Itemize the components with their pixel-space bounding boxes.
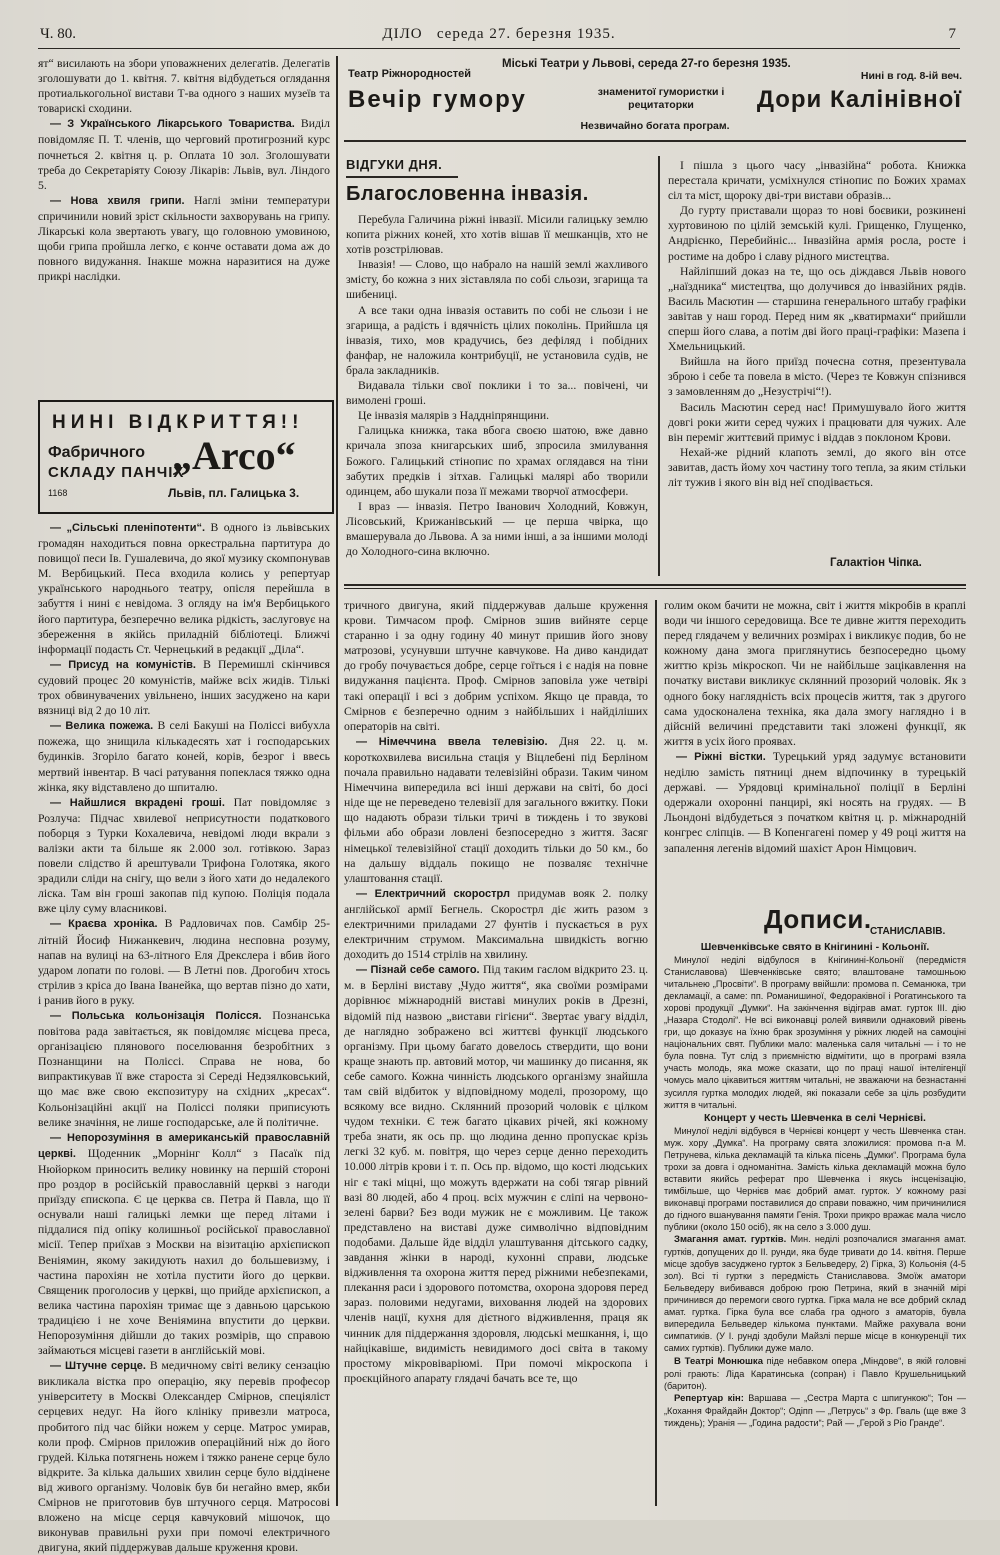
essay-paragraph: Видавала тільки свої поклики і то за... повічені, чи вимолені гроші.: [346, 379, 648, 408]
article-title: — Ріжні вістки.: [676, 750, 766, 763]
theatre-performer-role: знаменитої гумористки і рецитаторки: [597, 86, 725, 111]
dopys-theatre: [664, 1355, 966, 1392]
article-body: Турецький уряд задумує встановити неділю замість пятниці днем відпочинку в турецькій державі. — Урядовці кримінальної поліції в Берліні одержали охоронні панцирі, які носять на грудях. — В Льондоні відбудеться з початком квітня ц. р. міжнародній конгрес сліпців. — В Копенгагені помер у 49 році життя на запалення легенів відомий шахіст Арон Німцович.: [664, 749, 967, 855]
article-prysud: [38, 657, 330, 718]
article-body: В Радловичах пов. Самбір 25-літній Йосиф Нижанкевич, людина несповна розуму, напав на вулиці на 63-літного Еля Дрекслера і вбив його ударом лопати по голові. — В Летні пов. Дрогобич хтось стрілив з кріса до Івана Іванейка, що вертав пізно до хати, і ранив його в руку.: [38, 917, 330, 1007]
left-column-bottom: [38, 520, 331, 1555]
article-know-yourself: [344, 962, 648, 1386]
masthead: ДІЛО: [382, 26, 423, 42]
column-rule-left: [336, 56, 338, 1506]
article-body: Під таким гаслом відкрито 23. ц. м. в Берліні виставу „Чудо життя“, яка своїми розмірами дорівнює міжнародній виставі минулих років в Дрезні, відомій під назвою „вистави гігієни“. Звертає увагу відділ, де наглядно зображено всі життєві функції людського організму. При цьому багато довелось ствердити, що вони краще знають пр. автовий мотор, чи машинку до писання, як себе самого. Кожна чинність людського організму знайшла там свій відбиток у відповідному моделі, прозорому, що всякому все видно. Склянний прозорий чоловік є цілком чудом техніки. Є теж багато цікавих річей, які кожному треба знати, як ось пр. що людина денно пропускає крізь легкі 32 куб. м. повітря, що через серце денно переходить 10.000 літрів крови і т. п. Ось пр. відомо, що кості людських ніг є такі міцні, що можуть вдержати на собі тягар рівний вазі 80 людей, або 4 проц. всіх мужчин є сліпі на червоно-зелені барви? Без води мужик не є можливим. Це також представлено на виставі дуже символічно відповідним подобами. Дальше йде відділ улаштування дітського садку, завдання жінки в народі, кухонні справи, людське відживлення та охорона життя перед ріжними небезпеками, плекання раси і здорового потомства, охорона здоровя перед зараз. половими недугами, виховання людей на здорових членів нації, кухня для дієтного відживлення, праця як чинник для піддержання здоровля, людські мешкання, і, що найцікавіше, видимість невидимого досі світа в такому простому мікровіваріюмі. При помочі мікроскопа і проєкційного апарату глядачі бачать все те, що: [344, 963, 649, 1385]
article-body: Пат повідомляє з Розлуча: Підчас хвилевої неприсутности податкового поборця з Турки Кохалевича, невідомі люди вкрали з валізки акти та більше як 2.000 зол. готівкою. Зараз повели слідство й арештували Трифона Голотяка, якого зрадили сліди на снігу, що вели з його хати до недалекого ліска. Там він гроші закопав під купою. Поліція подала вже цілу суму власникові.: [38, 795, 330, 916]
article-news: [664, 749, 966, 856]
article-groshi: [38, 795, 330, 917]
ad-line: СКЛАДУ ПАНЧІХ: [48, 464, 185, 481]
essay-paragraph: Найліпший доказ на те, що ось діждався Львів нового „наїздника“ мистецтва, що долучився до інвазійних рядів. Василь Масютин — старшина генерального штабу графіки завітав у наш город. Перед ним як „кватирмахи“ прийшли сперш його слава, а потім дві його праці-графіки: Мазепа і Хмельницький.: [668, 264, 966, 354]
article-title: — Польська кольонізація Полісся.: [50, 1010, 262, 1022]
article-title: — Нова хвиля грипи.: [50, 194, 185, 207]
article-title: — Краєва хроніка.: [50, 918, 158, 931]
dopys-title: Концерт у честь Шевченка в селі Чернієві.: [704, 1111, 926, 1124]
essay-paragraph: Вийшла на його приїзд почесна сотня, презентувала зброю і себе та повела в місто. (Через те Ковжун спізнився з замовленням до „Незустрічі“!).: [668, 355, 966, 399]
theatre-ad-bottom-rule: [344, 140, 966, 142]
article-church: [38, 1130, 330, 1358]
article-grypa: [38, 193, 330, 285]
article-likarske: [38, 116, 330, 192]
article-kraieva: [38, 916, 330, 1008]
arco-ad: [38, 400, 334, 514]
page-number: 7: [948, 26, 956, 42]
essay-column-1: [346, 212, 648, 580]
article-title: — З Українського Лікарського Товариства.: [50, 118, 295, 131]
dopys-body: Минулої неділі відбулося в Кнігинині-Кольонії (передмістя Станиславова) Шевченківське свято; влаштоване тамошньою читальнею „Просвіти“. В програму ввійшли: промова п. Семанюка, три декламації, а саме: пп. Романишиної, Федораківної і Рогатинського та хорові продукції „Думки“. На закінчення відіграв амат. гурток ІІІ. дію „Назара Стодолі“. Не всі виконавці ролей виявили однаковий рівень гри, що доказує на їхню брак зрозуміння у ріжних людей на самоціні національних свят. Публики мало: маленька саля читальні — і то не була повна. Тут слід з приємністю відмітити, що в програмі взяла участь молодь, яка може сказати, що по праці нашої інтелігенції чомусь мало цікавиться життям читальні, не зважаючи на безнастанні зусилля гуртка молодих людей, які показали себе за ціль розбудити життя в читальні.: [664, 955, 966, 1110]
ad-headline: НИНІ ВІДКРИТТЯ!!: [52, 412, 304, 433]
dopys-cinema: [664, 1392, 966, 1429]
theatre-time: Нині в год. 8-ій веч.: [860, 70, 962, 82]
article-body: придумав вояк 2. полку англійської армії Бегнель. Скорострл діє жить разом з електричними приладами 27 фунтів і пускається в рух електричним струмом. Максимальна швидкість вогню доходить до 1514 стрілів на хвилину.: [344, 886, 648, 962]
essay-title: Благословенна інвазія.: [346, 183, 589, 205]
article-body: Наглі зміни температури спричинили новий зріст скільности захворувань на грипу. Лікарські кола звертають увагу, що головною умовиною, щоби грипа пройшла легко, є конче оставати дома аж до повного видужання. Інакше можна наразитися на дуже прикрі наслідки.: [38, 193, 330, 284]
article-continuation: голим оком бачити не можна, світ і життя мікробів в краплі води чи іншого середовища. Все те дивне життя переходить перед глядачем у величних розмірах і викликує подив, бо не кожному дана змога приглянутись безпосередно цьому життю крізь мікроскоп. Чи не найбільше зацікавлення на початку вистави викликує склянний прозорий чоловік. Як з одного боку наглядність всіх процесів життя, так з другого сама удосконалена техніка, яка дала змогу наглядно і в дійсній величині представити такі зложені функції, як життя в усіх його проявах.: [664, 599, 966, 748]
ad-address: Львів, пл. Галицька 3.: [168, 486, 300, 500]
article-title: — Штучне серце.: [50, 1360, 146, 1373]
article-body: В селі Бакуші на Поліссі вибухла пожежа, що знищила кількадесять хат і господарських будинків. Згоріло багато коней, корів, безрог і ввесь мертвий інвентар. В часі ратування попеклася тяжко одна жінка, яку відставлено до шпиталю.: [38, 719, 331, 794]
article-pozhezha: [38, 718, 330, 794]
article-selski: [38, 520, 330, 657]
dopys-title: В Театрі Монюшка: [674, 1355, 763, 1367]
article-title: — Непорозуміння в американській православній церкві.: [38, 1131, 330, 1160]
theatre-performer-name: Дори Калінівної: [756, 86, 962, 113]
dopysy-column: [664, 940, 966, 1510]
dopysy-city: СТАНИСЛАВІВ.: [870, 926, 946, 937]
article-polska: [38, 1008, 330, 1130]
essay-bottom-rule: [344, 584, 966, 586]
masthead-date: [38, 26, 960, 43]
column-rule-right: [655, 600, 657, 1506]
dopys-body: Мин. неділі розпочалися змагання амат. гуртків, допущених до ІІ. рунди, яка буде тривати до 14. квітня. Перше місце здобув засуджено гурток з Бельведеру, 2) Гірка, 3) Кольонія (4-5 зол). Всі ті гуртки з передмість Станиславова. Змоїж аматори Бельведеру вибивався доброю грою Петрина, який в значній мірі причинився до перемоги свого гуртка. Гірка мала не все добрий склад амат. гуртка. Гірка була все слаба гра одного з аматорів, бувла випередила Бельведер кількома пунктами. Майже рахувала вони симпатиків. (У І. рунді здобули Майзлі перше місце в конкуренції тих самих гуртків). Публики дуже мало.: [664, 1234, 967, 1354]
right-column-top: [664, 598, 966, 898]
dopys-title: Шевченківське свято в Кнігинині - Кольонії.: [700, 941, 930, 953]
ad-brand: „Arco“: [172, 433, 296, 478]
dopys-competition: [664, 1233, 966, 1354]
article-title: — Присуд на комуністів.: [50, 658, 196, 671]
essay-paragraph: Інвазія! — Слово, що набрало на нашій землі жахливого змісту, бо кожна з них зіставляла по собі сльози, згарища та шибениці.: [346, 258, 648, 302]
rubric-underline: [346, 176, 458, 178]
dopys-body: піде небавком опера „Міндове“, в якій головні ролі грають: Ліда Каратинська (сопран) і Павло Крушельницький (баритон).: [664, 1355, 966, 1391]
article-title: — Велика пожежа.: [50, 720, 154, 733]
article-rifle: [344, 886, 648, 962]
essay-column-rule: [658, 156, 660, 576]
dopys-body: Минулої неділі відбувся в Чернієві концерт у честь Шевченка стан. муж. хору „Думка“. На програму свята зложилися: промова п-а М. Петрунева, кілька декламацій та кілька пісень „Думки“. Програма була трохи за довга і одноманітна. Замість кілька декламацій можна було вставити якийсь реферат про Шевченка і якусь інсценізацію, тимбільше, що Чернієв має добрий амат. гурток. У кожному разі виконавці програми поставилися до справи поважно, чим причинилися до гідного вшанування памяти Генія. Трохи прикро вражає мала число публики (около 150 осіб), як на село з 3.000 душ.: [664, 1125, 966, 1232]
article-body: В медичному світі велику сензацію викликала вістка про операцію, яку перевів професор університету в Москві Олександер Смірнов, спеціяліст серцевих недуг. На його клініку привезли матроса, пробитого під час бійки ножем у серце. Матрос умирав, коли проф. Смірнов приложив операційний ніж до його грудей. Кілька потягнень ножем і тяжко ранене серце було відкрите. За кілька дальших хвилин серце було віддінене від живого організму. Чоловік був би негайно вмер, якби Смірнов не приготовив був штучного серця. Матросові вложено на місце серця кавчуковий мішочок, що виконував правильні рухи при помочі електричного двигуна, який піддержував дальше круження крови.: [38, 1359, 330, 1555]
article-body: Щоденник „Морнінг Колл“ з Пасаїк під Нюйорком приносить велику новинку на першій стороні про роздор в російській православній церкві з нагоди приїзду єпископа. Є це церква св. Петра й Павла, що її оснували наші галицькі лемки ще перед літами і піддалися під опіку колишньої російської православної місії. Тепер приїхав з Москви на візитацію архієпископ Веніямин, якому закидують нахил до большевизму, і частина парохіян не хотіла пустити його до церкви. Священик проголосив у церкві, що прийде архієпископ, а велика частина парохіян тримає ще з давньою царською традицією і не хоче Веніямина впустити до церкви. Непорозуміння дійшли до таких розмірів, що справою займаються місцеві газети в англійській мові.: [38, 1146, 331, 1358]
essay-paragraph: Галицька книжка, така вбога своєю шатою, вже давно кричала зпоза книгарських шиб, зпросила змилування Божого. Галицький стінопис по храмах оглядався на тіни забутих предків і зітхав. Галицькі малярі або творили одинцем, або шукали поза її межами творчої атмосфери.: [346, 424, 648, 498]
article-title: — Пізнай себе самого.: [356, 964, 480, 977]
essay-paragraph: Нехай-же рідний клапоть землі, до якого він отсе завитав, дасть йому хоч частину того тепла, за яким стільки літ тужив і якого він від неї сподівається.: [668, 445, 966, 489]
dopys-body: Варшава — „Сестра Марта с шпигункою“; Тон — „Кохання Фрайдайн Доктор“; Одіпп — „Петрусь“ з Фр. Гваль (ще вже 3 тиждень); Уранія — „Година радости“; Рай — „Герой з Ріо Гранде“.: [664, 1392, 966, 1428]
ad-number: 1168: [48, 488, 68, 498]
page-header: [38, 22, 960, 49]
essay-paragraph: Перебула Галичина ріжні інвазії. Місили галицьку землю копита ріжних коней, хто хотів вішав її мешканців, хто не хотів розстрілював.: [346, 213, 648, 257]
theatre-event-title: Вечір гумору: [348, 86, 527, 113]
middle-column: [344, 598, 648, 1510]
theatre-announcement: Міські Театри у Львові, середа 27-го березня 1935.: [502, 58, 791, 70]
article-body: В одного із львівських громадян находиться повна оркестральна партитура до повищої песи Ів. Гушалевича, до якої музику скомпонував М. Вербицький. Песа входила колись у репертуар українського народнього театру, опісля перейшла в забуття і нині є невідома. З огляду на ім'я Вербицького його партитура, безперечно велика рідкість, заслуговує на збереження в якійсь приладній бібліотеці. Ближчі інформації подасть Ст. Чернецький в редакції „Діла“.: [38, 521, 331, 656]
article-body: Познанська повітова рада завітається, як повідомляє місцева преса, організацією плянового поселювання безробітних з Познанщини на Поліссі. Справа не нова, бо випрактикував її вже староста зі Середі Недзялковський, що має вже свою експозитуру на східних „кресах“. Кольонізаційні акції на Поліссі поляки приписують велике значіння, не лише господарське, але й політичне.: [38, 1009, 331, 1129]
left-column-top: [38, 56, 330, 386]
ad-line: Фабричного: [48, 444, 145, 461]
page-issue: Ч. 80.: [40, 26, 76, 42]
essay-paragraph: До гурту приставали щораз то нові боєвики, розкинені хуртовиною по цілій земській кулі. Грищенко, Глущенко, Андрієнко, Перебийніс... Інвазійна армія росла, росте і ростиме на добро і славу рідного мистецтва.: [668, 204, 966, 263]
article-heart: [38, 1358, 330, 1555]
dopysy-title: Дописи.: [764, 904, 872, 934]
article-title: — Найшлися вкрадені гроші.: [50, 796, 225, 809]
dopys-title: Репертуар кін:: [674, 1392, 744, 1404]
theatre-ad: [344, 56, 966, 136]
article-body: Виділ повідомляє П. Т. членів, що черговий протигрозний курс почнеться 2. квітня ц. р. Оплата 10 зол. Зголошувати треба до Секретаріяту Союзу Лікарів: Львів, вул. Ліндого 5.: [38, 117, 330, 192]
article-continuation: ят“ висилають на збори уповажнених делегатів. Делегатів зголошувати до 1. квітня. 7. квітня відбудеться оглядання протиалькогольної вистави Т-ва одного з наших музеїв та товарискі сходини.: [38, 57, 330, 116]
article-title: — „Сільські пленіпотенти“.: [50, 522, 206, 534]
article-body: В Перемишлі скінчився судовий процес 20 комуністів, майже всіх жидів. Тількі трох обвинувачених увільнено, інших засуджено на кари вязниці від 2 до 10 літ.: [38, 657, 331, 718]
article-title: — Німеччина ввела телевізію.: [356, 735, 548, 748]
essay-paragraph: Василь Масютин серед нас! Примушувало його життя довгі роки жити серед чужих і працювати для чужих. Але він переміг життєвий примус і віддав з поклоном Крови.: [668, 400, 966, 444]
dopys-title: Змагання амат. гуртків.: [674, 1234, 787, 1246]
theatre-venue: Театр Ріжнородностей: [348, 68, 472, 80]
issue-date: середа 27. березня 1935.: [436, 26, 616, 42]
essay-rubric: ВІДГУКИ ДНЯ.: [346, 157, 443, 172]
essay-paragraph: Це інвазія малярів з Наддніпрянщини.: [358, 409, 550, 423]
essay-paragraph: А все таки одна інвазія оставить по собі не сльози і не згарища, а радість і вдячність цілих поколінь. Прийшла ця інвазія, тихо, мов крадучись, без дефіляд і побідних фанфар, не наложила контрибуції, не установила судів, не брала закладників.: [346, 303, 648, 377]
article-television: [344, 734, 648, 886]
article-title: — Електричний скорострл: [356, 887, 510, 900]
theatre-program-note: Незвичайно богата програм.: [580, 120, 730, 132]
essay-bottom-rule-thin: [344, 588, 966, 589]
essay-paragraph: І враз — інвазія. Петро Іванович Холодний, Ковжун, Лісовський, Крижанівський — це перша чвірка, що вмашерувала до Львова. А за ними інші, а за іншими молоді до Холодного-сина включно.: [346, 499, 648, 559]
essay-column-2: [668, 158, 966, 554]
essay-signature: Галактіон Чіпка.: [830, 557, 922, 569]
article-continuation: тричного двигуна, який піддержував дальше круження крови. Тимчасом проф. Смірнов зшив вийняте серце старанно і за одну годину 40 минут пришив його знову матрозові, усунувши штучне кавчукове. На диво кандидат до гробу почувається добре, серце гоїться і є надія на повне видужання пацієнта. Проф. Смірнов заповіла уже четвірі такі операції і всі з добрим успіхом. Якщо це правда, то Смірнов є безперечно одним з найбільших і найділіших операторів на світі.: [344, 599, 648, 733]
essay-paragraph: І пішла з цього часу „інвазійна“ робота. Книжка перестала кричати, усміхнулся стінопис по Божих храмах сіл та міст, щороку дві-три вистави образів...: [668, 159, 966, 203]
article-body: Дня 22. ц. м. короткохвилева висильна стація у Віцлебені під Берліном почала правильно надавати телевізійні образи. Таким чином Німеччина випередила всі інші держави на світі, бо досі ніде ще не переведено телевізії для загального вжитку. Поки що надають образи тільки тричі в тиждень і то звукові фільми або образи ловлені безпосередно з життя. Засяг німецької телевізійної стації доходить тільки до 50 км., бо на дальшу віддаль покищо не позваляє технічне улаштовання стації.: [344, 734, 649, 885]
